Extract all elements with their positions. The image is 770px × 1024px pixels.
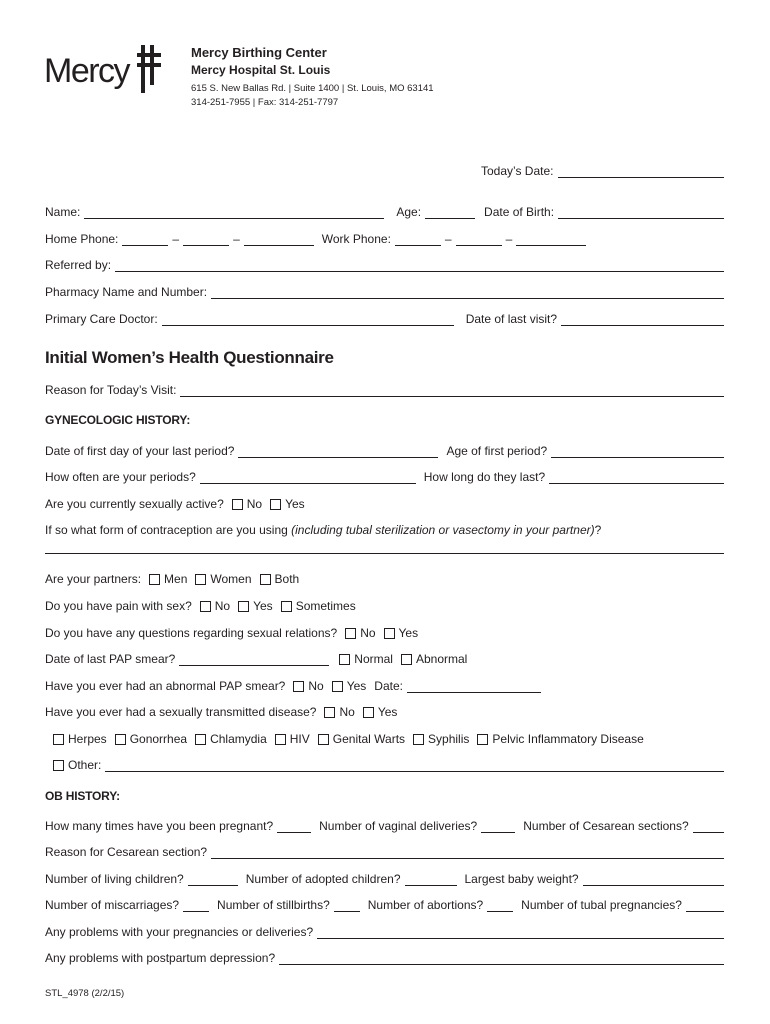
vaginal-field[interactable]	[481, 819, 515, 833]
pid-checkbox[interactable]	[477, 734, 488, 745]
work-phone-prefix-field[interactable]	[456, 232, 502, 246]
abnormal-pap-label: Have you ever had an abnormal PAP smear?	[45, 679, 286, 693]
questions-sex-row	[45, 622, 724, 640]
pain-sex-label: Do you have pain with sex?	[45, 599, 192, 613]
contraception-label	[45, 523, 601, 537]
home-phone-area-field[interactable]	[122, 232, 168, 246]
dash: –	[172, 232, 180, 246]
work-phone-line-field[interactable]	[516, 232, 586, 246]
age-label: Age:	[396, 205, 422, 219]
pid-label: Pelvic Inflammatory Disease	[492, 732, 644, 746]
pap-abnormal-checkbox[interactable]	[401, 654, 412, 665]
form-code: STL_4978 (2/2/15)	[45, 988, 125, 999]
todays-date-label: Today’s Date:	[481, 164, 554, 178]
problems-row	[45, 921, 724, 939]
living-label: Number of living children?	[45, 872, 184, 886]
miscarriages-label: Number of miscarriages?	[45, 898, 180, 912]
option-yes-label: Yes	[377, 705, 398, 719]
pap-normal-checkbox[interactable]	[339, 654, 350, 665]
work-phone-label: Work Phone:	[321, 232, 391, 246]
home-phone-label: Home Phone:	[45, 232, 119, 246]
std-label: Have you ever had a sexually transmitted disease?	[45, 705, 317, 719]
dash: –	[505, 232, 513, 246]
partners-women-checkbox[interactable]	[195, 574, 206, 585]
todays-date-field[interactable]	[558, 164, 725, 178]
pap-date-label: Date of last PAP smear?	[45, 652, 176, 666]
chlamydia-checkbox[interactable]	[195, 734, 206, 745]
dash: –	[444, 232, 452, 246]
option-yes-label: Yes	[346, 679, 367, 693]
name-field[interactable]	[84, 205, 384, 219]
other-std-field[interactable]	[105, 758, 724, 772]
center-name: Mercy Birthing Center	[191, 45, 327, 60]
partners-row	[45, 568, 724, 586]
referred-row	[45, 254, 724, 272]
contraception-field[interactable]	[45, 553, 724, 554]
option-no-label: No	[308, 679, 324, 693]
home-phone-line-field[interactable]	[244, 232, 314, 246]
stillbirths-field[interactable]	[334, 898, 360, 912]
how-long-field[interactable]	[549, 470, 724, 484]
sexually-active-no-checkbox[interactable]	[232, 499, 243, 510]
last-visit-label: Date of last visit?	[465, 312, 558, 326]
periods-row	[45, 466, 724, 484]
postpartum-label: Any problems with postpartum depression?	[45, 951, 276, 965]
contraception-row	[45, 519, 724, 537]
mercy-logo-text: Mercy	[44, 52, 130, 90]
option-yes-label: Yes	[398, 626, 419, 640]
partners-both-checkbox[interactable]	[260, 574, 271, 585]
dash: –	[233, 232, 240, 246]
pcp-field[interactable]	[162, 312, 454, 326]
age-first-period-field[interactable]	[551, 444, 724, 458]
losses-row	[45, 894, 724, 912]
contraception-text: If so what form of contraception are you using	[45, 523, 292, 537]
hospital-name: Mercy Hospital St. Louis	[191, 63, 331, 77]
pharmacy-field[interactable]	[211, 285, 724, 299]
ob-heading: OB HISTORY:	[45, 789, 120, 803]
herpes-checkbox[interactable]	[53, 734, 64, 745]
pain-sex-sometimes-checkbox[interactable]	[281, 601, 292, 612]
hiv-checkbox[interactable]	[275, 734, 286, 745]
phone-row	[45, 228, 724, 246]
vaginal-label: Number of vaginal deliveries?	[319, 819, 478, 833]
contraception-question-mark: ?	[594, 523, 602, 537]
pain-sex-no-checkbox[interactable]	[200, 601, 211, 612]
problems-label: Any problems with your pregnancies or deliveries?	[45, 925, 314, 939]
name-row	[45, 201, 724, 219]
gonorrhea-checkbox[interactable]	[115, 734, 126, 745]
baby-weight-field[interactable]	[583, 872, 724, 886]
last-visit-field[interactable]	[561, 312, 724, 326]
living-field[interactable]	[188, 872, 238, 886]
partners-men-checkbox[interactable]	[149, 574, 160, 585]
abnormal-pap-date-label: Date:	[374, 679, 403, 693]
pharmacy-label: Pharmacy Name and Number:	[45, 285, 208, 299]
work-phone-area-field[interactable]	[395, 232, 441, 246]
pregnant-label: How many times have you been pregnant?	[45, 819, 274, 833]
std-yes-checkbox[interactable]	[363, 707, 374, 718]
option-normal-label: Normal	[354, 652, 393, 666]
abnormal-pap-date-field[interactable]	[407, 679, 541, 693]
sexually-active-label: Are you currently sexually active?	[45, 497, 224, 511]
option-no-label: No	[339, 705, 355, 719]
hospital-address: 615 S. New Ballas Rd. | Suite 1400 | St. Louis, MO 63141	[191, 83, 434, 94]
hospital-phone-fax: 314-251-7955 | Fax: 314-251-7797	[191, 97, 339, 108]
baby-weight-label: Largest baby weight?	[464, 872, 579, 886]
contraception-note: (including tubal sterilization or vasectomy in your partner)	[291, 523, 595, 537]
other-std-row	[47, 754, 724, 772]
home-phone-prefix-field[interactable]	[183, 232, 229, 246]
pain-sex-row	[45, 595, 724, 613]
children-row	[45, 868, 724, 886]
pap-date-row	[45, 648, 724, 666]
stillbirths-label: Number of stillbirths?	[217, 898, 330, 912]
other-std-label: Other:	[68, 758, 102, 772]
postpartum-row	[45, 947, 724, 965]
cesarean-field[interactable]	[693, 819, 724, 833]
how-long-label: How long do they last?	[423, 470, 546, 484]
postpartum-field[interactable]	[279, 951, 724, 965]
option-no-label: No	[360, 626, 376, 640]
age-field[interactable]	[425, 205, 475, 219]
abnormal-pap-row	[45, 675, 724, 693]
how-often-label: How often are your periods?	[45, 470, 196, 484]
pregnancies-row	[45, 815, 724, 833]
questions-sex-label: Do you have any questions regarding sexual relations?	[45, 626, 338, 640]
reason-row	[45, 379, 724, 397]
sexually-active-yes-checkbox[interactable]	[270, 499, 281, 510]
syphilis-checkbox[interactable]	[413, 734, 424, 745]
syphilis-label: Syphilis	[428, 732, 470, 746]
adopted-field[interactable]	[405, 872, 457, 886]
chlamydia-label: Chlamydia	[210, 732, 267, 746]
reason-label: Reason for Today’s Visit:	[45, 383, 177, 397]
abnormal-pap-yes-checkbox[interactable]	[332, 681, 343, 692]
last-period-label: Date of first day of your last period?	[45, 444, 235, 458]
diseases-row	[47, 728, 724, 746]
herpes-label: Herpes	[68, 732, 107, 746]
option-both-label: Both	[274, 572, 300, 586]
age-first-period-label: Age of first period?	[446, 444, 548, 458]
std-no-checkbox[interactable]	[324, 707, 335, 718]
gyn-heading: GYNECOLOGIC HISTORY:	[45, 413, 191, 427]
genital-warts-label: Genital Warts	[332, 732, 406, 746]
form-title: Initial Women’s Health Questionnaire	[45, 348, 334, 367]
cesarean-reason-row	[45, 841, 724, 859]
last-period-row	[45, 440, 724, 458]
genital-warts-checkbox[interactable]	[318, 734, 329, 745]
sexually-active-row	[45, 493, 724, 511]
pain-sex-yes-checkbox[interactable]	[238, 601, 249, 612]
abnormal-pap-no-checkbox[interactable]	[293, 681, 304, 692]
option-abnormal-label: Abnormal	[415, 652, 468, 666]
dob-field[interactable]	[558, 205, 724, 219]
mercy-cross-icon	[137, 45, 161, 93]
option-no-label: No	[214, 599, 231, 613]
questions-sex-yes-checkbox[interactable]	[384, 628, 395, 639]
partners-label: Are your partners:	[45, 572, 142, 586]
abortions-field[interactable]	[487, 898, 513, 912]
reason-field[interactable]	[180, 383, 724, 397]
tubal-label: Number of tubal pregnancies?	[521, 898, 682, 912]
pregnant-field[interactable]	[277, 819, 311, 833]
last-period-field[interactable]	[238, 444, 438, 458]
questions-sex-no-checkbox[interactable]	[345, 628, 356, 639]
pap-date-field[interactable]	[179, 652, 329, 666]
hiv-label: HIV	[289, 732, 310, 746]
referred-by-label: Referred by:	[45, 258, 112, 272]
option-women-label: Women	[210, 572, 252, 586]
gonorrhea-label: Gonorrhea	[129, 732, 188, 746]
pharmacy-row	[45, 281, 724, 299]
referred-by-field[interactable]	[115, 258, 724, 272]
name-label: Name:	[45, 205, 81, 219]
option-yes-label: Yes	[285, 497, 305, 511]
dob-label: Date of Birth:	[484, 205, 555, 219]
pcp-row	[45, 308, 724, 326]
problems-field[interactable]	[317, 925, 724, 939]
how-often-field[interactable]	[200, 470, 416, 484]
cesarean-label: Number of Cesarean sections?	[523, 819, 689, 833]
option-sometimes-label: Sometimes	[295, 599, 356, 613]
cesarean-reason-label: Reason for Cesarean section?	[45, 845, 208, 859]
option-men-label: Men	[164, 572, 188, 586]
adopted-label: Number of adopted children?	[245, 872, 401, 886]
option-yes-label: Yes	[253, 599, 273, 613]
abortions-label: Number of abortions?	[367, 898, 484, 912]
todays-date-row	[481, 162, 724, 178]
option-no-label: No	[246, 497, 263, 511]
std-row	[45, 701, 724, 719]
other-std-checkbox[interactable]	[53, 760, 64, 771]
miscarriages-field[interactable]	[183, 898, 209, 912]
pcp-label: Primary Care Doctor:	[45, 312, 158, 326]
cesarean-reason-field[interactable]	[211, 845, 724, 859]
tubal-field[interactable]	[686, 898, 724, 912]
